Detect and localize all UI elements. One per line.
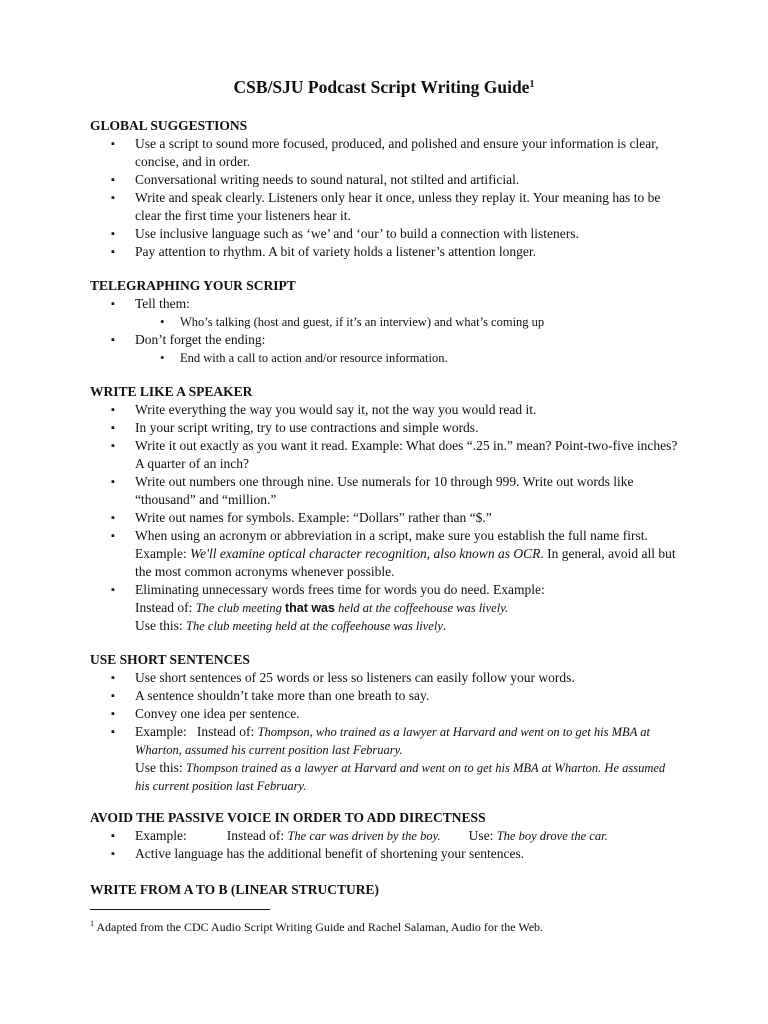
list-item: ▪ Write everything the way you would say it, not the way you would read it. xyxy=(90,401,680,419)
list-item: ▪ A sentence shouldn’t take more than one breath to say. xyxy=(90,687,680,705)
list-item: ▪ Use a script to sound more focused, produced, and polished and ensure your information is clear, concise, and in order. xyxy=(90,135,680,171)
list-item xyxy=(90,827,680,845)
list-item: ▪ Convey one idea per sentence. xyxy=(90,705,680,723)
section-heading: USE SHORT SENTENCES xyxy=(90,652,250,667)
list-item: ▪ Eliminating unnecessary words frees time for words you do need. Example: xyxy=(90,581,680,599)
section-linear-structure xyxy=(90,881,680,899)
section-heading: TELEGRAPHING YOUR SCRIPT xyxy=(90,278,296,293)
bullet-list xyxy=(90,295,680,367)
list-item: ▪ Active language has the additional benefit of shortening your sentences. xyxy=(90,845,680,863)
section-global-suggestions xyxy=(90,117,680,261)
bullet-list xyxy=(90,401,680,599)
section-telegraphing xyxy=(90,277,680,367)
bullet-list xyxy=(90,827,680,863)
sub-list-item: • Who’s talking (host and guest, if it’s an interview) and what’s coming up xyxy=(90,313,680,331)
list-item: ▪ Write out numbers one through nine. Use numerals for 10 through 999. Write out words like “thousand” and “million.” xyxy=(90,473,680,509)
use-this-label: Use this: xyxy=(135,760,187,775)
footnote-text: Adapted from the CDC Audio Script Writing Guide and Rachel Salaman, Audio for the Web. xyxy=(94,920,544,934)
list-item: ▪ Write it out exactly as you want it read. Example: What does “.25 in.” mean? Point-two-five inches? A quarter of an inch? xyxy=(90,437,680,473)
list-item: ▪ Don’t forget the ending: xyxy=(90,331,680,349)
acronym-text-end: . In general, avoid all but the most common acronyms whenever possible. xyxy=(135,546,676,579)
example-label: Example: xyxy=(135,724,187,739)
instead-label: Instead of: xyxy=(135,600,196,615)
footnote-divider xyxy=(90,909,270,910)
section-heading: GLOBAL SUGGESTIONS xyxy=(90,118,248,133)
instead-text: The club meeting xyxy=(195,601,285,615)
acronym-example: We'll examine optical character recognition, also known as OCR xyxy=(190,546,541,561)
use-label: Use: xyxy=(468,828,497,843)
example-use-this xyxy=(90,759,680,795)
footnote-mark: 1 xyxy=(90,919,94,928)
bullet-list xyxy=(90,135,680,261)
example-label: Example: xyxy=(135,828,187,843)
list-item: ▪ Conversational writing needs to sound natural, not stilted and artificial. xyxy=(90,171,680,189)
list-item: ▪ Use short sentences of 25 words or less so listeners can easily follow your words. xyxy=(90,669,680,687)
section-write-like-speaker xyxy=(90,383,680,635)
list-item: ▪ Tell them: xyxy=(90,295,680,313)
list-item: ▪ In your script writing, try to use contractions and simple words. xyxy=(90,419,680,437)
list-item: ▪ Write out names for symbols. Example: “Dollars” rather than “$.” xyxy=(90,509,680,527)
section-passive-voice xyxy=(90,809,680,863)
instead-label: Instead of: xyxy=(196,724,258,739)
list-item: ▪ Write and speak clearly. Listeners only hear it once, unless they replay it. Your meaning has to be clear the first time your listeners hear it. xyxy=(90,189,680,225)
section-short-sentences xyxy=(90,651,680,795)
page-title xyxy=(0,76,768,96)
title-footnote-mark: 1 xyxy=(529,79,535,90)
use-this-text: Thompson trained as a lawyer at Harvard and went on to get his MBA at Wharton. He assumed his current position last February. xyxy=(135,761,666,793)
section-heading: AVOID THE PASSIVE VOICE IN ORDER TO ADD DIRECTNESS xyxy=(90,810,486,825)
list-item xyxy=(90,723,680,759)
instead-bold-text: that was xyxy=(284,601,335,615)
section-heading: WRITE FROM A TO B (LINEAR STRUCTURE) xyxy=(90,882,380,897)
use-this-end: . xyxy=(442,618,447,633)
use-text: The boy drove the car. xyxy=(496,829,608,843)
use-this-text: The club meeting held at the coffeehouse was lively xyxy=(186,619,443,633)
acronym-text: When using an acronym or abbreviation in a script, make sure you establish the full name first. Example: xyxy=(135,528,648,561)
list-item: ▪ Pay attention to rhythm. A bit of variety holds a listener’s attention longer. xyxy=(90,243,680,261)
list-item: ▪ Use inclusive language such as ‘we’ and ‘our’ to build a connection with listeners. xyxy=(90,225,680,243)
use-this-label: Use this: xyxy=(135,618,187,633)
instead-text: The car was driven by the boy. xyxy=(287,829,441,843)
example-use-this xyxy=(90,617,680,635)
section-heading: WRITE LIKE A SPEAKER xyxy=(90,384,253,399)
instead-text-end: held at the coffeehouse was lively. xyxy=(334,601,509,615)
title-text: CSB/SJU Podcast Script Writing Guide xyxy=(233,77,530,97)
sub-list-item: • End with a call to action and/or resource information. xyxy=(90,349,680,367)
bullet-list xyxy=(90,669,680,759)
list-item xyxy=(90,527,680,581)
example-instead xyxy=(90,599,680,617)
footnote xyxy=(90,915,543,936)
instead-label: Instead of: xyxy=(226,828,288,843)
instead-text: Thompson, who trained as a lawyer at Harvard and went on to get his MBA at Wharton, assumed his current position last February. xyxy=(135,725,650,757)
